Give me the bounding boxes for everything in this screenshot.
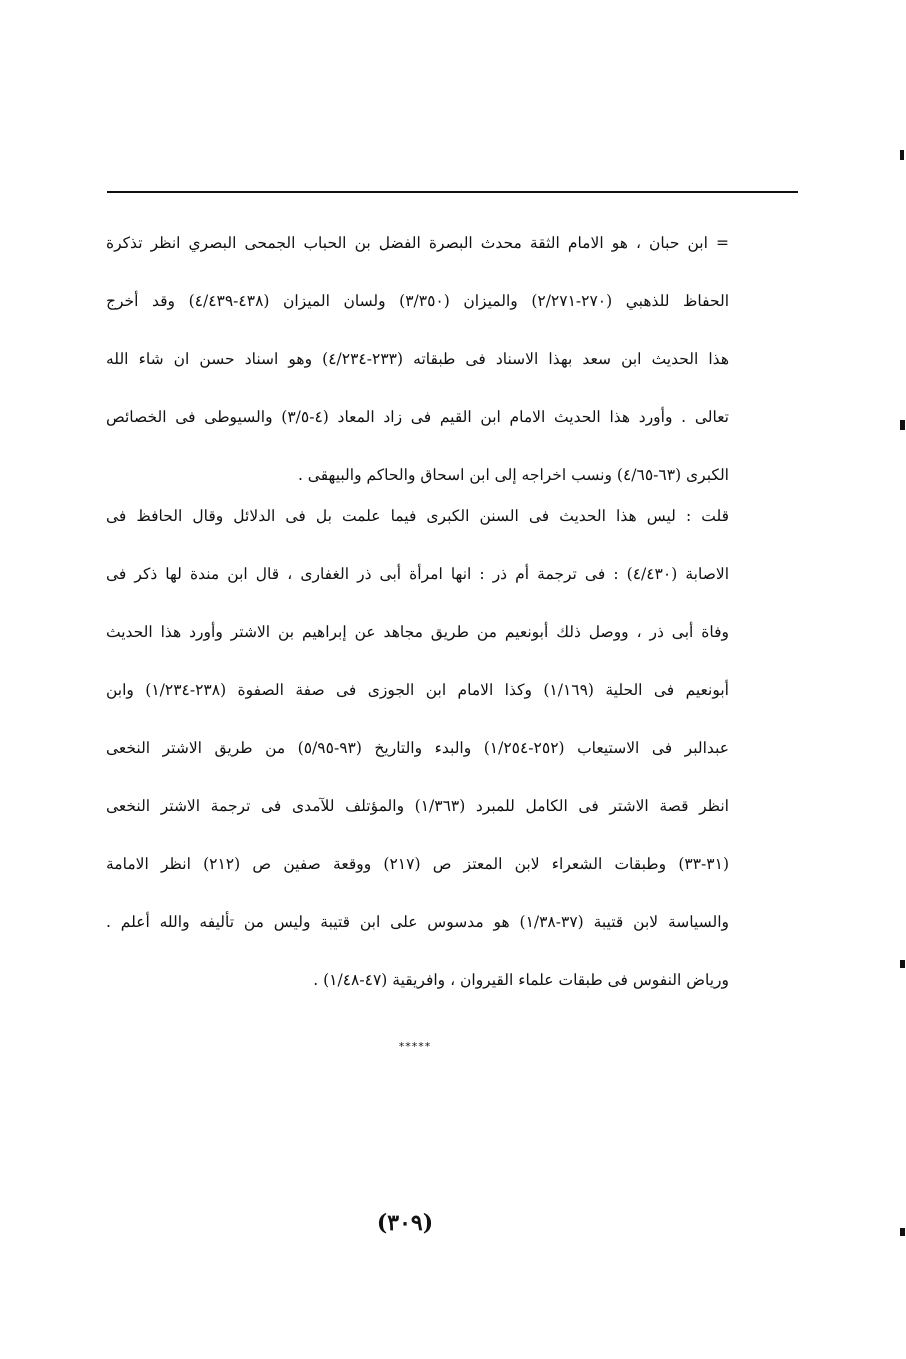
footnote-paragraph-2 (106, 487, 729, 1009)
text-line: قلت : ليس هذا الحديث فى السنن الكبرى فيما علمت بل فى الدلائل وقال الحافظ فى (106, 507, 729, 525)
text-line: عبدالبر فى الاستيعاب (٢٥٢-١/٢٥٤) والبدء والتاريخ (٩٣-٥/٩٥) من طريق الاشتر النخعى (106, 739, 729, 757)
footnote-separator-rule (107, 191, 798, 193)
text-line: الكبرى (٦٣-٤/٦٥) ونسب اخراجه إلى ابن اسحاق والحاكم والبيهقى . (297, 466, 729, 484)
text-line: وفاة أبى ذر ، ووصل ذلك أبونعيم من طريق مجاهد عن إبراهيم بن الاشتر وأورد هذا الحديث (106, 623, 729, 641)
scan-edge-mark (900, 420, 905, 430)
text-line: هذا الحديث ابن سعد بهذا الاسناد فى طبقاته (٢٣٣-٤/٢٣٤) وهو اسناد حسن ان شاء الله (106, 350, 729, 368)
text-line: (٣١-٣٣) وطبقات الشعراء لابن المعتز ص (٢١٧) ووقعة صفين ص (٢١٢) انظر الامامة (106, 855, 729, 873)
text-line: انظر قصة الاشتر فى الكامل للمبرد (١/٣٦٣) والمؤتلف للآمدى فى ترجمة الاشتر النخعى (106, 797, 729, 815)
text-line: ورياض النفوس فى طبقات علماء القيروان ، وافريقية (٤٧-١/٤٨) . (313, 971, 729, 989)
text-line: والسياسة لابن قتيبة (٣٧-١/٣٨) هو مدسوس على ابن قتيبة وليس من تأليفه والله أعلم . (106, 913, 729, 931)
scan-edge-mark (900, 1228, 905, 1236)
text-line: الحفاظ للذهبي (٢٧٠-٢/٢٧١) والميزان (٣/٣٥٠) ولسان الميزان (٤٣٨-٤/٤٣٩) وقد أخرج (106, 292, 729, 310)
text-line: = ابن حبان ، هو الامام الثقة محدث البصرة الفضل بن الحباب الجمحى البصري انظر تذكرة (106, 234, 729, 252)
text-line: أبونعيم فى الحلية (١/١٦٩) وكذا الامام ابن الجوزى فى صفة الصفوة (٢٣٨-١/٢٣٤) وابن (106, 681, 729, 699)
scan-edge-mark (900, 960, 905, 968)
footnote-paragraph-1 (106, 214, 729, 504)
scan-edge-mark (900, 150, 904, 160)
text-line: تعالى . وأورد هذا الحديث الامام ابن القيم فى زاد المعاد (٤-٣/٥) والسيوطى فى الخصائص (106, 408, 729, 426)
page-number: (٣٠٩) (376, 1210, 434, 1236)
section-separator-stars: ***** (398, 1040, 432, 1053)
text-line: الاصابة (٤/٤٣٠) : فى ترجمة أم ذر : انها امرأة أبى ذر الغفارى ، قال ابن مندة لها ذكر فى (106, 565, 729, 583)
